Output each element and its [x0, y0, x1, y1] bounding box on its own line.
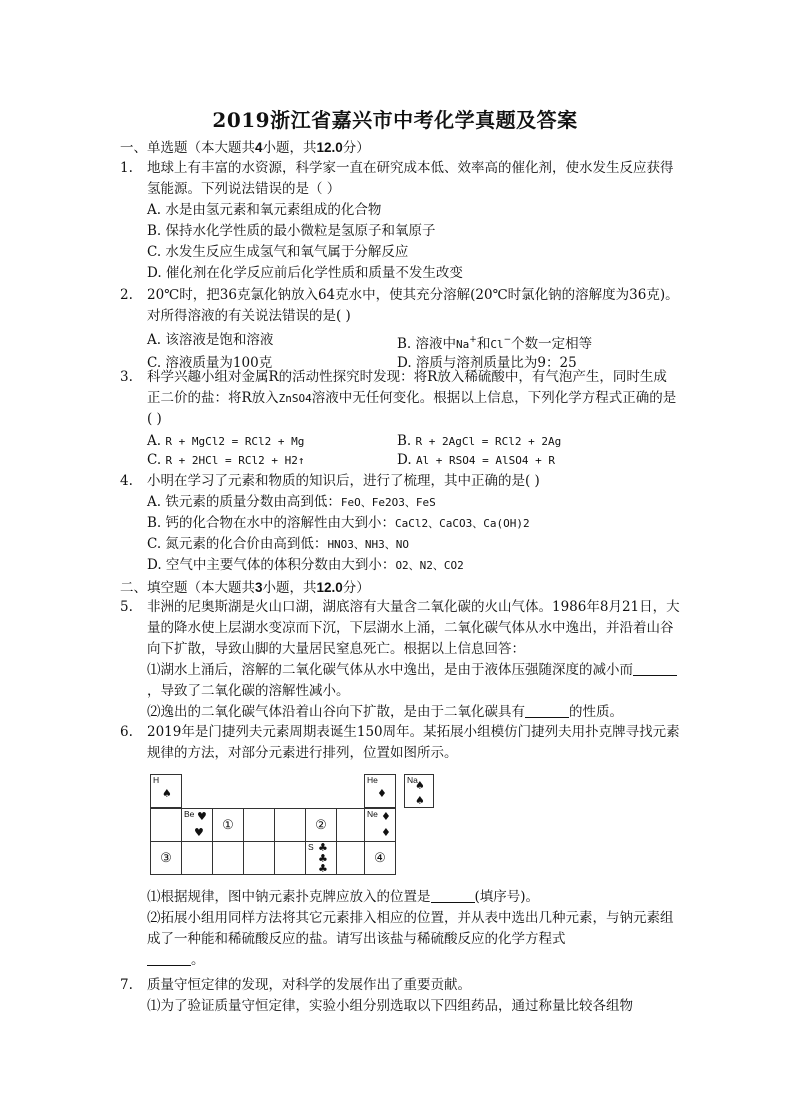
- card-empty: [212, 841, 244, 875]
- stem-part-b: 溶液中无任何变化。根据以上信息，下列化学方程式正确的是( ): [147, 390, 677, 427]
- document-title: 2019浙江省嘉兴市中考化学真题及答案: [212, 108, 578, 132]
- position-label: ③: [160, 850, 172, 866]
- card-empty: [181, 841, 213, 875]
- position-label: ②: [315, 817, 327, 833]
- question-stem: 质量守恒定律的发现，对科学的发展作出了重要贡献。: [147, 977, 471, 993]
- element-symbol: He: [367, 775, 378, 785]
- formula-list: HNO3、NH3、NO: [327, 538, 410, 551]
- club-icon: ♣: [318, 852, 328, 865]
- option-letter: A.: [147, 433, 162, 449]
- section-score: 12.0: [316, 140, 343, 155]
- answer-blank[interactable]: [431, 888, 475, 903]
- part-text-end: 。: [191, 952, 205, 968]
- element-symbol: H: [153, 775, 160, 785]
- question-stem: 非洲的尼奥斯湖是火山口湖，湖底溶有大量含二氧化碳的火山气体。1986年8月21日，大量的降水使上层湖水变凉而下沉，下层湖水上涌，二氧化碳气体从水中逸出，并沿着山谷向下扩散，导致山脚的大量居民窒息死亡。根据以上信息回答：: [147, 599, 680, 657]
- card-he: [364, 774, 396, 808]
- question-2: [120, 285, 680, 373]
- formula-list: FeO、Fe2O3、FeS: [340, 496, 436, 509]
- option-text: C. 氮元素的化合价由高到低：: [147, 536, 328, 552]
- option-b-text: B. 溶液中: [397, 336, 457, 352]
- diamond-icon: ♦: [381, 826, 391, 839]
- question-number: 7.: [120, 977, 133, 993]
- question-7: [120, 975, 680, 1017]
- card-empty: [243, 808, 275, 842]
- option-a: A. 水是由氢元素和氧元素组成的化合物: [147, 202, 382, 218]
- part-2-answer: [147, 950, 680, 971]
- question-number: 6.: [120, 724, 133, 740]
- section-mid: 小题，共: [262, 580, 317, 596]
- card-position-2: [305, 808, 337, 842]
- option-b: [147, 513, 680, 534]
- question-1: [120, 158, 680, 284]
- part-text: ⑵逸出的二氧化碳气体沿着山谷向下扩散，是由于二氧化碳具有: [147, 704, 525, 720]
- card-empty: [274, 808, 306, 842]
- question-stem: 小明在学习了元素和物质的知识后，进行了梳理，其中正确的是( ): [147, 473, 540, 489]
- element-symbol: Be: [184, 809, 195, 819]
- section-heading-single-choice: [120, 136, 370, 156]
- question-number: 1.: [120, 160, 133, 176]
- equation: Al + RSO4 = AlSO4 + R: [415, 454, 556, 467]
- section-count: 3: [255, 580, 263, 595]
- chloride-ion: Cl: [490, 338, 504, 351]
- section-count: 4: [255, 140, 263, 155]
- position-label: ④: [374, 850, 386, 866]
- question-4: [120, 471, 680, 576]
- formula-list: O2、N2、CO2: [395, 559, 464, 572]
- spade-icon: ♠: [415, 779, 425, 792]
- card-position-4: [364, 841, 396, 875]
- option-d: D. 催化剂在化学反应前后化学性质和质量不发生改变: [147, 265, 463, 281]
- section-label: 一、单选题（本大题共: [120, 140, 255, 156]
- question-stem: 地球上有丰富的水资源，科学家一直在研究成本低、效率高的催化剂，使水发生反应获得氢能源。下列说法错误的是（ ）: [147, 160, 674, 197]
- option-b-end: 个数一定相等: [511, 336, 593, 352]
- option-text: D. 空气中主要气体的体积分数由大到小：: [147, 557, 396, 573]
- spade-icon: ♠: [162, 787, 172, 800]
- option-c: C. 溶液质量为100克: [147, 355, 273, 371]
- element-symbol: S: [308, 842, 314, 852]
- part-text-end: ，导致了二氧化碳的溶解性减小。: [147, 683, 350, 699]
- section-score: 12.0: [316, 580, 343, 595]
- card-na: [404, 774, 434, 808]
- part-text: ⑴湖水上涌后，溶解的二氧化碳气体从水中逸出，是由于液体压强随深度的减小而: [147, 662, 633, 678]
- question-number: 4.: [120, 473, 133, 489]
- option-a: [147, 432, 397, 451]
- equation: R + 2AgCl = RCl2 + 2Ag: [415, 435, 562, 448]
- answer-blank[interactable]: [633, 661, 677, 676]
- equation: R + 2HCl = RCl2 + H2↑: [165, 454, 305, 467]
- option-a: A. 该溶液是饱和溶液: [147, 332, 274, 348]
- section-label: 二、填空题（本大题共: [120, 580, 255, 596]
- part-1: [147, 887, 680, 908]
- question-3: [120, 367, 680, 470]
- option-d: [397, 451, 687, 470]
- element-symbol: Na: [407, 775, 418, 785]
- question-number: 2.: [120, 287, 133, 303]
- card-position-1: [212, 808, 244, 842]
- heart-icon: ♥: [194, 826, 204, 839]
- option-b: B. 溶液中Na+和Cl−个数一定相等: [397, 335, 593, 352]
- element-card-grid: [150, 774, 440, 875]
- card-empty: [274, 841, 306, 875]
- section-end: 分）: [342, 580, 370, 596]
- card-s: [305, 841, 337, 875]
- option-text: A. 铁元素的质量分数由高到低：: [147, 494, 341, 510]
- club-icon: ♣: [318, 841, 328, 854]
- question-5: [120, 597, 680, 723]
- section-end: 分）: [342, 140, 370, 156]
- option-letter: B.: [397, 433, 412, 449]
- element-symbol: Ne: [367, 809, 378, 819]
- part-text: ⑵拓展小组用同样方法将其它元素排入相应的位置，并从表中选出几种元素，与钠元素组成了一种能和稀硫酸反应的盐。请写出该盐与稀硫酸反应的化学方程式: [147, 910, 674, 947]
- club-icon: ♣: [318, 862, 328, 875]
- option-c: [147, 534, 680, 555]
- answer-blank[interactable]: [525, 703, 569, 718]
- question-stem: 2019年是门捷列夫元素周期表诞生150周年。某拓展小组模仿门捷列夫用扑克牌寻找元素规律的方法，对部分元素进行排列，位置如图所示。: [147, 724, 680, 761]
- option-letter: D.: [397, 452, 412, 468]
- part-text-end: (填序号)。: [474, 889, 540, 905]
- question-stem: 20℃时，把36克氯化钠放入64克水中，使其充分溶解(20℃时氯化钠的溶解度为36克)。对所得溶液的有关说法错误的是( ): [147, 287, 679, 324]
- option-b: B. 保持水化学性质的最小微粒是氢原子和氧原子: [147, 223, 436, 239]
- card-empty: [150, 808, 182, 842]
- diamond-icon: ♦: [377, 787, 387, 800]
- option-b: [397, 432, 687, 451]
- equation: R + MgCl2 = RCl2 + Mg: [165, 435, 305, 448]
- option-c: C. 水发生反应生成氢气和氧气属于分解反应: [147, 244, 409, 260]
- spade-icon: ♠: [415, 794, 425, 807]
- section-mid: 小题，共: [262, 140, 317, 156]
- stem-part-a: 科学兴趣小组对金属R的活动性探究时发现：将R放入稀硫酸中，有气泡产生，同时生成正二价的盐：将R放入: [147, 369, 667, 406]
- section-heading-fill-in: [120, 576, 370, 596]
- card-be: [181, 808, 213, 842]
- option-letter: C.: [147, 452, 162, 468]
- option-c: [147, 451, 397, 470]
- option-a: [147, 492, 680, 513]
- question-6-parts: [120, 887, 680, 971]
- question-6: [120, 722, 680, 764]
- part-2: [147, 908, 680, 950]
- diamond-icon: ♦: [381, 810, 391, 823]
- position-label: ①: [222, 817, 234, 833]
- answer-blank[interactable]: [147, 951, 191, 966]
- formula-znso4: ZnSO4: [278, 392, 312, 405]
- question-number: 5.: [120, 599, 133, 615]
- part-text-end: 的性质。: [569, 704, 623, 720]
- option-d: [147, 555, 680, 576]
- question-stem: [147, 367, 680, 430]
- card-empty: [243, 841, 275, 875]
- part-text: ⑴根据规律，图中钠元素扑克牌应放入的位置是: [147, 889, 431, 905]
- sodium-ion: Na: [456, 338, 470, 351]
- part-1: ⑴为了验证质量守恒定律，实验小组分别选取以下四组药品，通过称量比较各组物: [147, 998, 633, 1014]
- card-ne: [364, 808, 396, 842]
- heart-icon: ♥: [197, 810, 207, 823]
- part-2: [147, 702, 680, 723]
- part-1: [147, 660, 680, 702]
- question-number: 3.: [120, 369, 133, 385]
- option-d: D. 溶质与溶剂质量比为9：25: [397, 355, 577, 371]
- card-position-3: [150, 841, 182, 875]
- formula-list: CaCl2、CaCO3、Ca(OH)2: [395, 517, 530, 530]
- card-h: [150, 774, 182, 808]
- option-b-and: 和: [476, 336, 491, 352]
- option-text: B. 钙的化合物在水中的溶解性由大到小：: [147, 515, 396, 531]
